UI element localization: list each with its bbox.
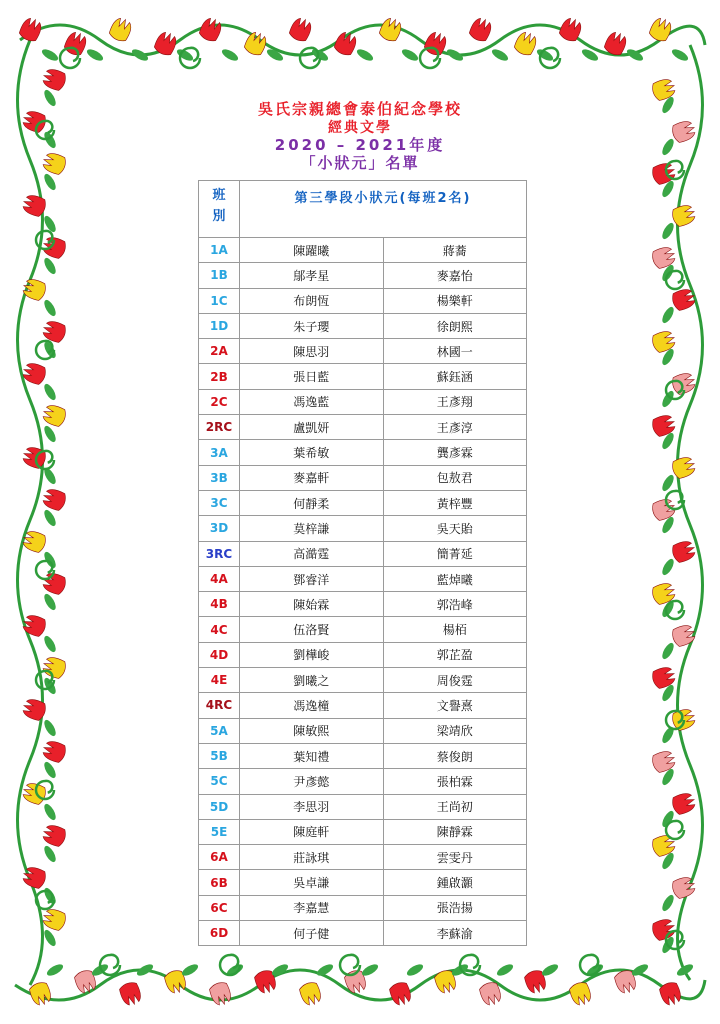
student-name-1: 盧凱妍 bbox=[240, 415, 384, 440]
curl-icon bbox=[666, 821, 684, 839]
table-row bbox=[199, 339, 527, 364]
tulip-icon bbox=[41, 655, 68, 680]
student-name-1: 馮逸橦 bbox=[240, 693, 384, 718]
student-name-2: 鍾啟灝 bbox=[383, 870, 527, 895]
student-name-1: 劉曦之 bbox=[240, 668, 384, 693]
table-row bbox=[199, 769, 527, 794]
tulip-icon bbox=[41, 403, 68, 428]
leaf-icon bbox=[490, 47, 510, 63]
class-cell: 5C bbox=[199, 769, 240, 794]
table-row bbox=[199, 870, 527, 895]
class-cell: 4D bbox=[199, 642, 240, 667]
leaf-icon bbox=[660, 221, 676, 241]
student-name-2: 楊栢 bbox=[383, 617, 527, 642]
student-name-1: 麥嘉軒 bbox=[240, 465, 384, 490]
leaf-icon bbox=[660, 893, 676, 913]
student-name-2: 王尚初 bbox=[383, 794, 527, 819]
class-cell: 6B bbox=[199, 870, 240, 895]
vine-icon bbox=[678, 45, 703, 980]
student-name-1: 布朗恆 bbox=[240, 288, 384, 313]
student-name-1: 陳始霖 bbox=[240, 592, 384, 617]
student-name-2: 文譽熹 bbox=[383, 693, 527, 718]
tulip-icon bbox=[41, 823, 68, 848]
table-row bbox=[199, 895, 527, 920]
class-header-char: 別 bbox=[212, 209, 226, 224]
leaf-icon bbox=[42, 760, 58, 780]
student-name-2: 蔣蕎 bbox=[383, 238, 527, 263]
tulip-icon bbox=[118, 980, 143, 1007]
tulip-icon bbox=[648, 16, 675, 44]
leaf-icon bbox=[660, 305, 676, 325]
class-cell: 6A bbox=[199, 845, 240, 870]
tulip-icon bbox=[198, 16, 225, 44]
tulip-icon bbox=[21, 781, 48, 806]
stage-header: 第三學段小狀元(每班2名) bbox=[240, 181, 527, 238]
student-name-1: 鄔孝星 bbox=[240, 263, 384, 288]
table-row bbox=[199, 845, 527, 870]
student-name-1: 陳敏熙 bbox=[240, 718, 384, 743]
student-name-1: 高澔霆 bbox=[240, 541, 384, 566]
class-cell: 3C bbox=[199, 490, 240, 515]
student-name-2: 蔡俊朗 bbox=[383, 743, 527, 768]
student-name-1: 李思羽 bbox=[240, 794, 384, 819]
class-cell: 3A bbox=[199, 440, 240, 465]
class-cell: 5A bbox=[199, 718, 240, 743]
vine-icon bbox=[18, 40, 43, 985]
tulip-icon bbox=[243, 30, 270, 58]
table-row bbox=[199, 617, 527, 642]
school-name: 吳氏宗親總會泰伯紀念學校 bbox=[257, 100, 462, 118]
leaf-icon bbox=[495, 962, 515, 978]
tulip-icon bbox=[108, 16, 135, 44]
table-row bbox=[199, 313, 527, 338]
table-row bbox=[199, 794, 527, 819]
table-row bbox=[199, 718, 527, 743]
table-row bbox=[199, 465, 527, 490]
leaf-icon bbox=[42, 256, 58, 276]
student-name-2: 簡菁延 bbox=[383, 541, 527, 566]
class-cell: 4RC bbox=[199, 693, 240, 718]
tulip-icon bbox=[41, 67, 68, 92]
class-cell: 3RC bbox=[199, 541, 240, 566]
class-cell: 6D bbox=[199, 921, 240, 946]
leaf-icon bbox=[400, 47, 420, 63]
class-cell: 2RC bbox=[199, 415, 240, 440]
curl-icon bbox=[36, 561, 54, 579]
student-name-2: 雲雯丹 bbox=[383, 845, 527, 870]
tulip-icon bbox=[208, 980, 233, 1007]
table-row bbox=[199, 440, 527, 465]
tulip-icon bbox=[333, 30, 360, 58]
tulip-icon bbox=[568, 980, 593, 1007]
class-header-char: 班 bbox=[212, 188, 226, 203]
table-header-row bbox=[199, 181, 527, 238]
table-row bbox=[199, 490, 527, 515]
class-cell: 5B bbox=[199, 743, 240, 768]
curl-icon bbox=[36, 231, 54, 249]
student-name-1: 伍洛賢 bbox=[240, 617, 384, 642]
class-cell: 1C bbox=[199, 288, 240, 313]
tulip-icon bbox=[513, 30, 540, 58]
student-name-2: 黃梓豐 bbox=[383, 490, 527, 515]
table-row bbox=[199, 819, 527, 844]
student-name-2: 張柏霖 bbox=[383, 769, 527, 794]
table-row bbox=[199, 921, 527, 946]
tulip-icon bbox=[468, 16, 495, 44]
student-name-1: 張日藍 bbox=[240, 364, 384, 389]
tulip-icon bbox=[378, 16, 405, 44]
class-cell: 4A bbox=[199, 566, 240, 591]
tulip-icon bbox=[298, 980, 323, 1007]
tulip-icon bbox=[388, 980, 413, 1007]
class-cell: 5D bbox=[199, 794, 240, 819]
student-name-1: 莫梓謙 bbox=[240, 516, 384, 541]
tulip-icon bbox=[41, 235, 68, 260]
student-name-1: 劉樺峻 bbox=[240, 642, 384, 667]
student-name-1: 鄧睿洋 bbox=[240, 566, 384, 591]
award-list-table bbox=[198, 180, 527, 946]
tulip-icon bbox=[658, 980, 683, 1007]
curl-icon bbox=[340, 955, 360, 975]
leaf-icon bbox=[42, 172, 58, 192]
curl-icon bbox=[300, 48, 320, 68]
leaf-icon bbox=[42, 928, 58, 948]
tulip-icon bbox=[670, 203, 697, 228]
class-cell: 4B bbox=[199, 592, 240, 617]
leaf-icon bbox=[675, 962, 695, 978]
student-name-2: 周俊霆 bbox=[383, 668, 527, 693]
tulip-icon bbox=[41, 739, 68, 764]
table-row bbox=[199, 541, 527, 566]
tulip-icon bbox=[670, 791, 697, 816]
leaf-icon bbox=[85, 47, 105, 63]
leaf-icon bbox=[42, 802, 58, 822]
table-row bbox=[199, 516, 527, 541]
table-row bbox=[199, 389, 527, 414]
student-name-1: 莊詠琪 bbox=[240, 845, 384, 870]
class-cell: 5E bbox=[199, 819, 240, 844]
student-name-1: 葉知禮 bbox=[240, 743, 384, 768]
class-cell: 1A bbox=[199, 238, 240, 263]
class-cell: 2C bbox=[199, 389, 240, 414]
class-cell: 6C bbox=[199, 895, 240, 920]
table-row bbox=[199, 566, 527, 591]
student-name-2: 龔彥霖 bbox=[383, 440, 527, 465]
leaf-icon bbox=[42, 844, 58, 864]
table-row bbox=[199, 668, 527, 693]
student-name-2: 徐朗熙 bbox=[383, 313, 527, 338]
student-name-2: 李蘇渝 bbox=[383, 921, 527, 946]
student-name-2: 陳靜霖 bbox=[383, 819, 527, 844]
leaf-icon bbox=[42, 718, 58, 738]
leaf-icon bbox=[42, 634, 58, 654]
table-row bbox=[199, 415, 527, 440]
student-name-2: 梁靖欣 bbox=[383, 718, 527, 743]
student-name-2: 藍焯曦 bbox=[383, 566, 527, 591]
student-name-2: 張浩揚 bbox=[383, 895, 527, 920]
student-name-2: 王彥翔 bbox=[383, 389, 527, 414]
student-name-2: 郭浩峰 bbox=[383, 592, 527, 617]
leaf-icon bbox=[40, 47, 60, 63]
curl-icon bbox=[666, 271, 684, 289]
table-row bbox=[199, 743, 527, 768]
student-name-2: 蘇鈺涵 bbox=[383, 364, 527, 389]
student-name-2: 郭芷盈 bbox=[383, 642, 527, 667]
tulip-icon bbox=[41, 907, 68, 932]
student-name-2: 楊樂軒 bbox=[383, 288, 527, 313]
student-name-1: 尹彥懿 bbox=[240, 769, 384, 794]
leaf-icon bbox=[355, 47, 375, 63]
student-name-1: 何子健 bbox=[240, 921, 384, 946]
class-cell: 1B bbox=[199, 263, 240, 288]
tulip-icon bbox=[670, 539, 697, 564]
leaf-icon bbox=[42, 298, 58, 318]
leaf-icon bbox=[670, 47, 690, 63]
leaf-icon bbox=[660, 641, 676, 661]
student-name-2: 麥嘉怡 bbox=[383, 263, 527, 288]
student-name-1: 葉希敏 bbox=[240, 440, 384, 465]
table-row bbox=[199, 364, 527, 389]
student-name-2: 王彥淳 bbox=[383, 415, 527, 440]
leaf-icon bbox=[405, 962, 425, 978]
student-name-2: 吳天貽 bbox=[383, 516, 527, 541]
student-name-1: 何靜柔 bbox=[240, 490, 384, 515]
table-row bbox=[199, 642, 527, 667]
class-cell: 3B bbox=[199, 465, 240, 490]
class-cell: 4E bbox=[199, 668, 240, 693]
student-name-1: 李嘉慧 bbox=[240, 895, 384, 920]
tulip-icon bbox=[41, 487, 68, 512]
table-row bbox=[199, 288, 527, 313]
class-cell: 2A bbox=[199, 339, 240, 364]
school-year: 2020 – 2021年度 bbox=[274, 136, 446, 154]
leaf-icon bbox=[42, 592, 58, 612]
table-row bbox=[199, 592, 527, 617]
leaf-icon bbox=[42, 508, 58, 528]
leaf-icon bbox=[42, 424, 58, 444]
student-name-1: 馮逸藍 bbox=[240, 389, 384, 414]
leaf-icon bbox=[220, 47, 240, 63]
student-name-2: 林國一 bbox=[383, 339, 527, 364]
table-row bbox=[199, 238, 527, 263]
student-name-1: 吳卓謙 bbox=[240, 870, 384, 895]
class-cell: 1D bbox=[199, 313, 240, 338]
tulip-icon bbox=[63, 30, 90, 58]
leaf-icon bbox=[45, 962, 65, 978]
class-header bbox=[199, 181, 240, 238]
student-name-1: 陳庭軒 bbox=[240, 819, 384, 844]
class-cell: 4C bbox=[199, 617, 240, 642]
tulip-icon bbox=[288, 16, 315, 44]
table-row bbox=[199, 693, 527, 718]
class-cell: 2B bbox=[199, 364, 240, 389]
table-row bbox=[199, 263, 527, 288]
leaf-icon bbox=[660, 557, 676, 577]
student-name-1: 陳思羽 bbox=[240, 339, 384, 364]
student-name-1: 陳躍曦 bbox=[240, 238, 384, 263]
tulip-icon bbox=[670, 455, 697, 480]
leaf-icon bbox=[42, 382, 58, 402]
class-cell: 3D bbox=[199, 516, 240, 541]
list-title: 「小狀元」名單 bbox=[300, 154, 420, 172]
student-name-1: 朱子瓔 bbox=[240, 313, 384, 338]
student-name-2: 包敖君 bbox=[383, 465, 527, 490]
subject-title: 經典文學 bbox=[328, 120, 392, 136]
